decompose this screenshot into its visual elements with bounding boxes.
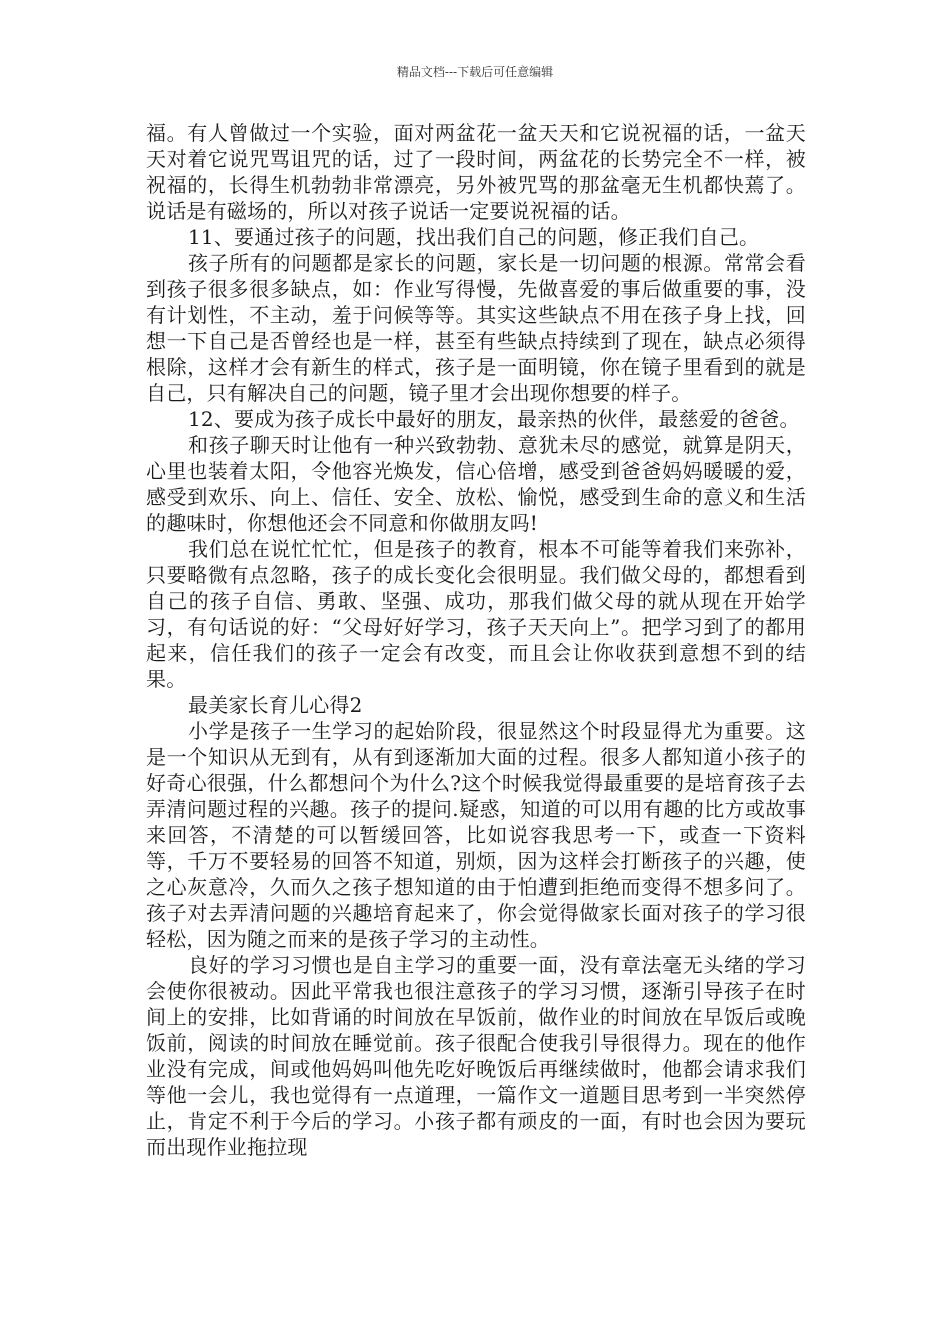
paragraph-heading-12: 12、要成为孩子成长中最好的朋友，最亲热的伙伴，最慈爱的爸爸。	[188, 407, 800, 431]
paragraph: 小学是孩子一生学习的起始阶段，很显然这个时段显得尤为重要。这是一个知识从无到有，从有到逐渐加大面的过程。很多人都知道小孩子的好奇心很强，什么都想问个为什么?这个时候我觉得最重要的是培育孩子去弄清问题过程的兴趣。孩子的提问.疑惑，知道的可以用有趣的比方或故事来回答，不清楚的可以暂缓回答，比如说容我思考一下，或查一下资料等，千万不要轻易的回答不知道，别烦，因为这样会打断孩子的兴趣，使之心灰意冷，久而久之孩子想知道的由于怕遭到拒绝而变得不想多问了。孩子对去弄清问题的兴趣培育起来了，你会觉得做家长面对孩子的学习很轻松，因为随之而来的是孩子学习的主动性。	[146, 719, 806, 951]
paragraph: 福。有人曾做过一个实验，面对两盆花一盆天天和它说祝福的话，一盆天天对着它说咒骂诅咒的话，过了一段时间，两盆花的长势完全不一样，被祝福的，长得生机勃勃非常漂亮，另外被咒骂的那盆毫无生机都快蔫了。说话是有磁场的，所以对孩子说话一定要说祝福的话。	[146, 121, 806, 223]
paragraph: 我们总在说忙忙忙，但是孩子的教育，根本不可能等着我们来弥补，只要略微有点忽略，孩子的成长变化会很明显。我们做父母的，都想看到自己的孩子自信、勇敢、坚强、成功，那我们做父母的就从现在开始学习，有句话说的好：“父母好好学习，孩子天天向上”。把学习到了的都用起来，信任我们的孩子一定会有改变，而且会让你收获到意想不到的结果。	[146, 537, 806, 691]
page-header-watermark: 精品文档---下载后可任意编辑	[396, 65, 554, 79]
paragraph-heading-11: 11、要通过孩子的问题，找出我们自己的问题，修正我们自己。	[188, 225, 760, 249]
document-body	[146, 120, 806, 1160]
section-title: 最美家长育儿心得2	[188, 693, 363, 717]
paragraph: 孩子所有的问题都是家长的问题，家长是一切问题的根源。常常会看到孩子很多很多缺点，如：作业写得慢，先做喜爱的事后做重要的事，没有计划性，不主动，羞于问候等等。其实这些缺点不用在孩子身上找，回想一下自己是否曾经也是一样，甚至有些缺点持续到了现在，缺点必须得根除，这样才会有新生的样式，孩子是一面明镜，你在镜子里看到的就是自己，只有解决自己的问题，镜子里才会出现你想要的样子。	[146, 251, 806, 405]
paragraph: 和孩子聊天时让他有一种兴致勃勃、意犹未尽的感觉，就算是阴天，心里也装着太阳，令他容光焕发，信心倍增，感受到爸爸妈妈暖暖的爱，感受到欢乐、向上、信任、安全、放松、愉悦，感受到生命的意义和生活的趣味时，你想他还会不同意和你做朋友吗!	[146, 433, 806, 535]
paragraph: 良好的学习习惯也是自主学习的重要一面，没有章法毫无头绪的学习会使你很被动。因此平常我也很注意孩子的学习习惯，逐渐引导孩子在时间上的安排，比如背诵的时间放在早饭前，做作业的时间放在早饭后或晚饭前，阅读的时间放在睡觉前。孩子很配合使我引导很得力。现在的他作业没有完成，间或他妈妈叫他先吃好晚饭后再继续做时，他都会请求我们等他一会儿，我也觉得有一点道理，一篇作文一道题目思考到一半突然停止，肯定不利于今后的学习。小孩子都有顽皮的一面，有时也会因为要玩而出现作业拖拉现	[146, 953, 806, 1159]
